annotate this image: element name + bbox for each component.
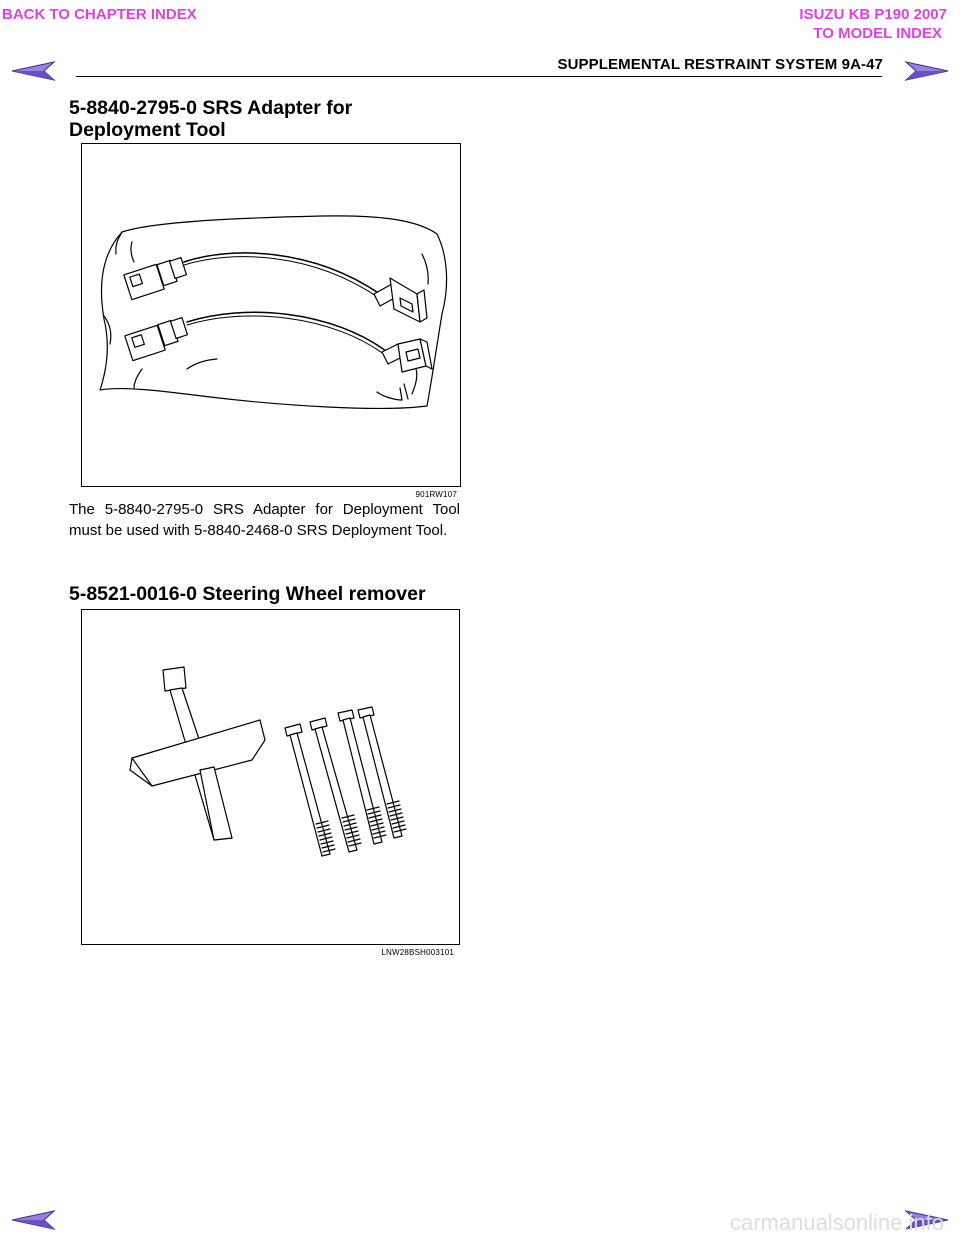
steering-wheel-remover-heading: 5-8521-0016-0 Steering Wheel remover <box>69 583 426 605</box>
watermark: carmanualsonline.info <box>729 1210 944 1235</box>
bottom-prev-page-left-arrow-icon[interactable] <box>10 1209 56 1231</box>
srs-adapter-illustration <box>81 143 461 487</box>
model-title-link[interactable]: ISUZU KB P190 2007 <box>799 6 947 23</box>
srs-adapter-description: The 5-8840-2795-0 SRS Adapter for Deployment Tool must be used with 5-8840-2468-0 SRS Deployment Tool. <box>69 501 460 539</box>
header-divider <box>76 76 882 77</box>
prev-page-left-arrow-icon[interactable] <box>10 60 56 82</box>
figure-code: 901RW107 <box>415 490 457 499</box>
figure-code: LNW28BSH003101 <box>381 948 454 957</box>
steering-wheel-remover-illustration <box>81 609 460 945</box>
srs-adapter-heading: 5-8840-2795-0 SRS Adapter for Deployment Tool <box>69 97 353 141</box>
page-header-title: SUPPLEMENTAL RESTRAINT SYSTEM 9A-47 <box>557 56 883 73</box>
next-page-right-arrow-icon[interactable] <box>904 60 950 82</box>
to-model-index-link[interactable]: TO MODEL INDEX <box>813 25 942 42</box>
back-to-chapter-index-link[interactable]: BACK TO CHAPTER INDEX <box>2 6 197 23</box>
